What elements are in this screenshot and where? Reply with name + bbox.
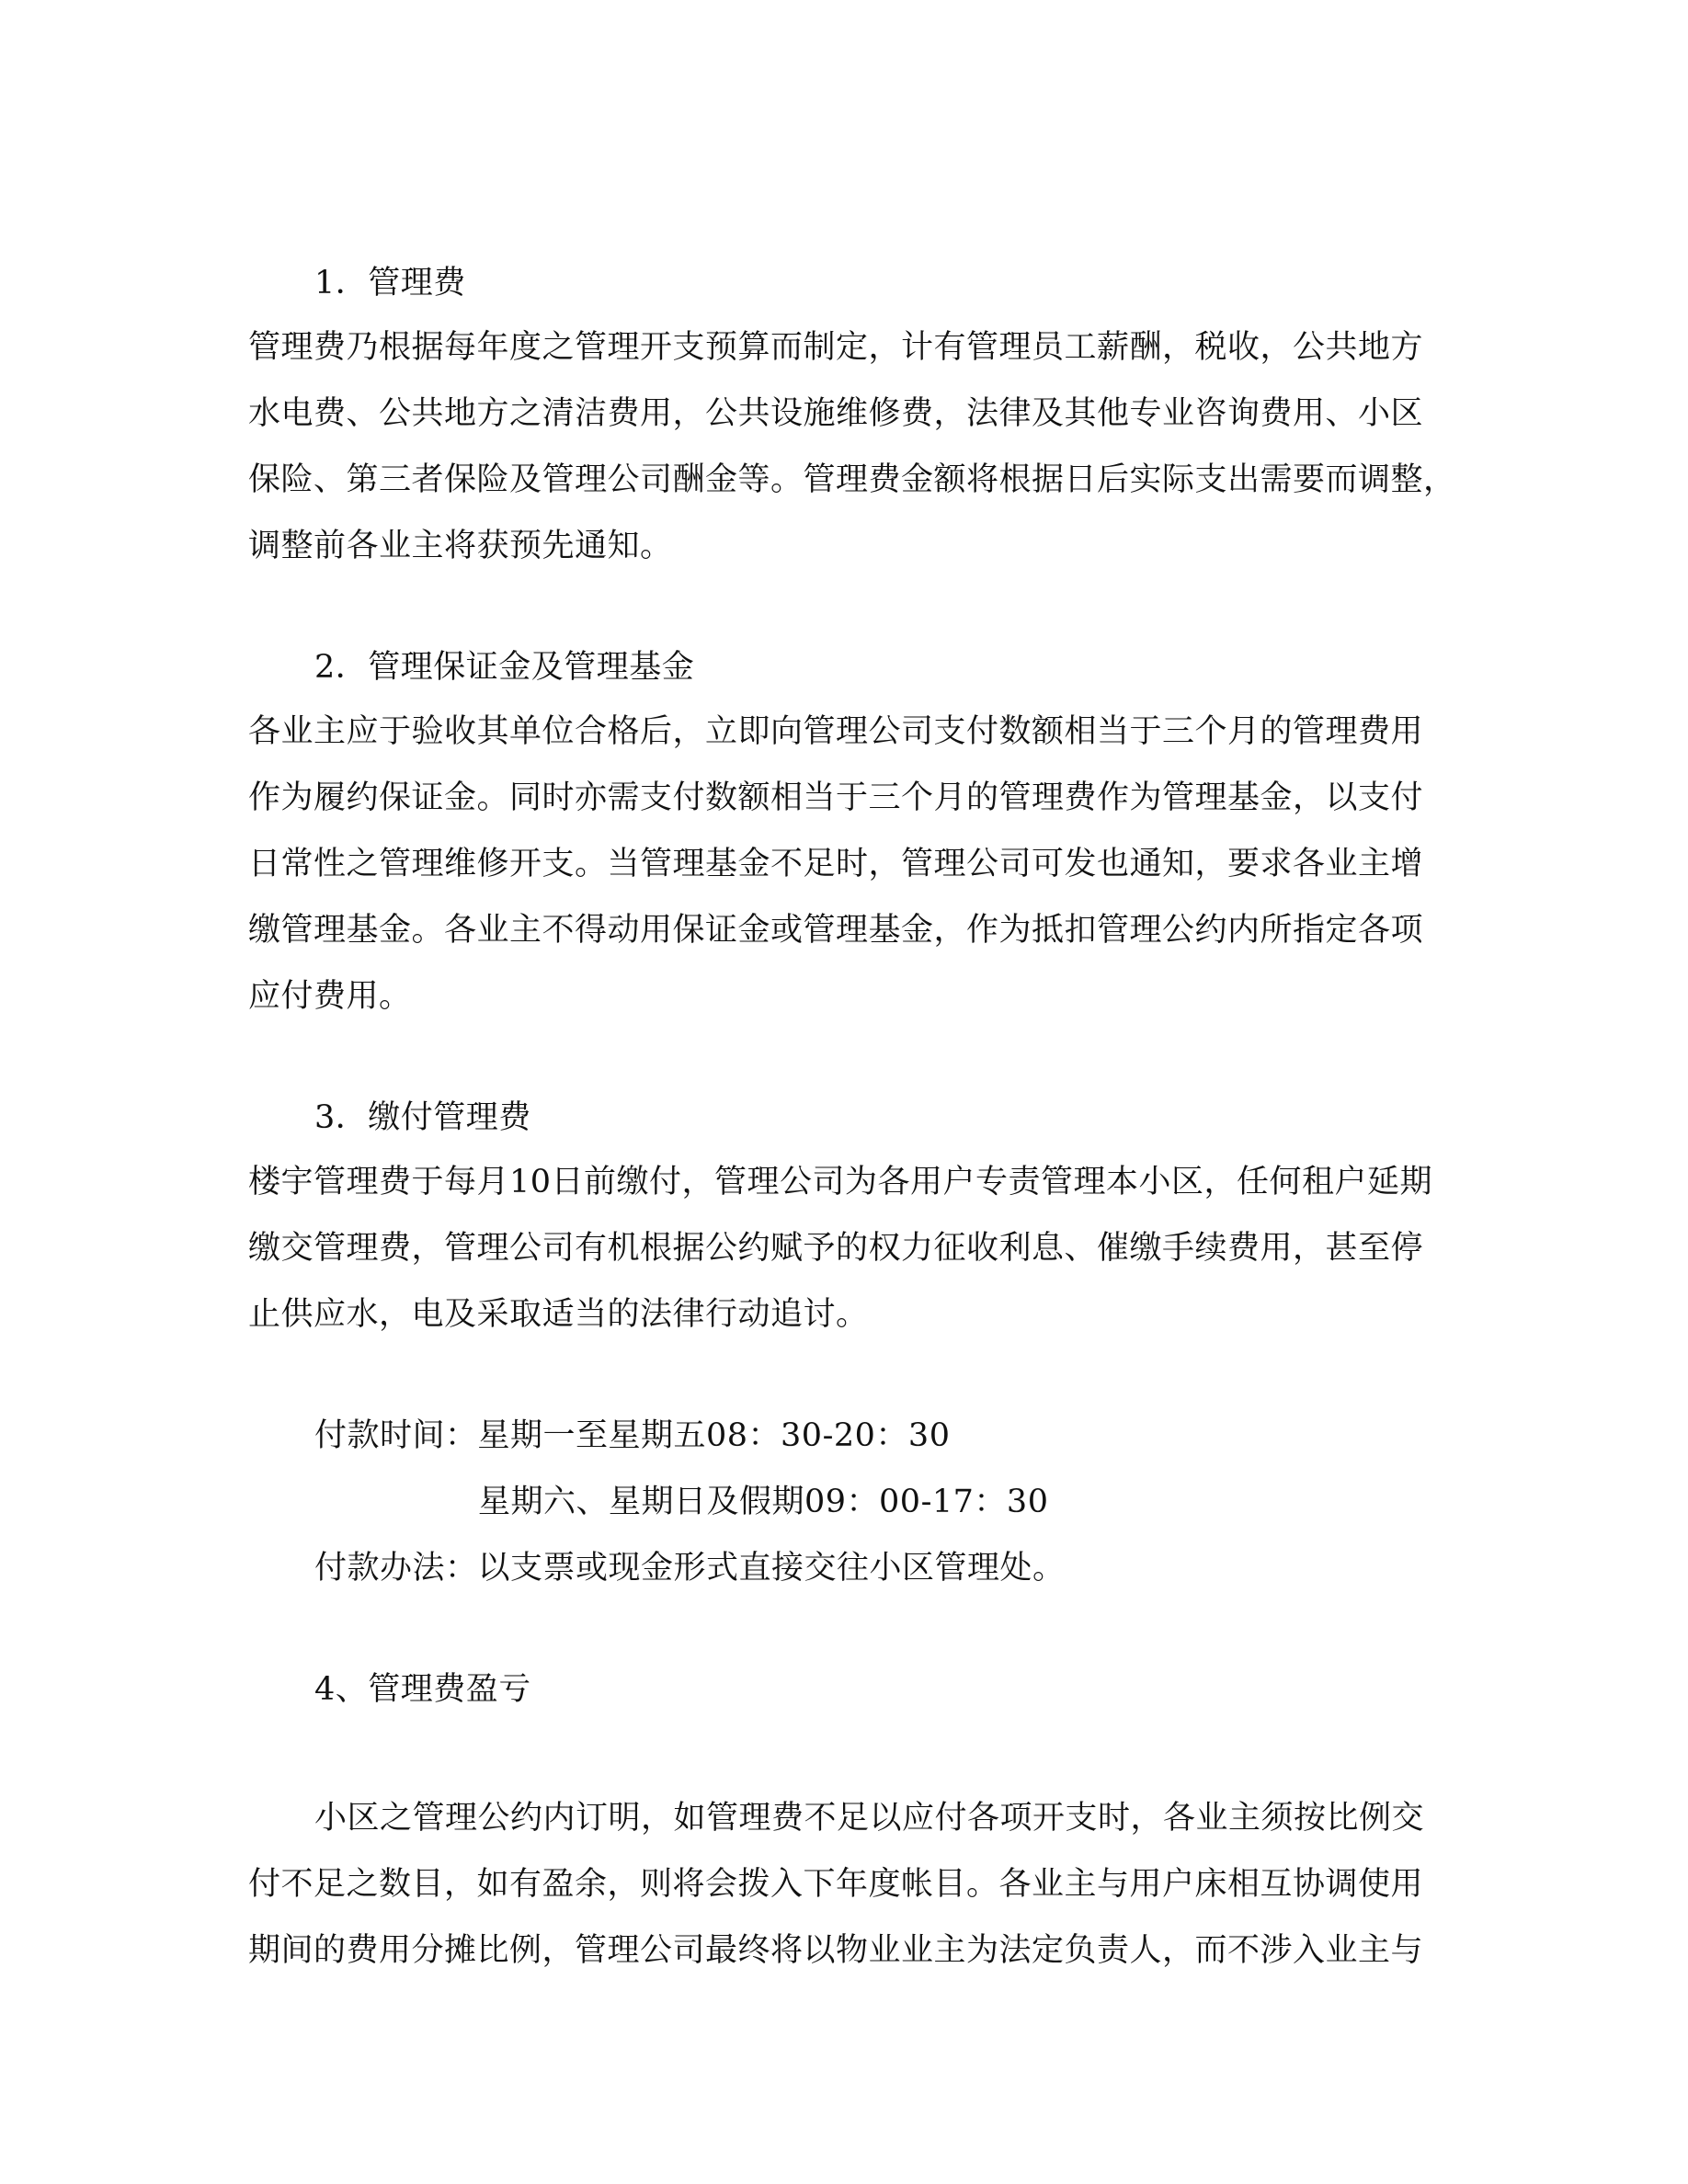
section-4-line-2: 付不足之数目，如有盈余，则将会拨入下年度帐目。各业主与用户床相互协调使用 (248, 1866, 1424, 1903)
section-2-line-1: 各业主应于验收其单位合格后，立即向管理公司支付数额相当于三个月的管理费用 (248, 713, 1424, 750)
section-3-line-1: 楼宇管理费于每月10日前缴付，管理公司为各用户专责管理本小区，任何租户延期 (248, 1164, 1433, 1200)
section-1-line-1: 管理费乃根据每年度之管理开支预算而制定，计有管理员工薪酬，税收，公共地方 (248, 329, 1424, 366)
section-1-line-2: 水电费、公共地方之清洁费用，公共设施维修费，法律及其他专业咨询费用、小区 (248, 395, 1424, 432)
payment-time-line-2: 星期六、星期日及假期09：00-17：30 (478, 1484, 1049, 1520)
payment-method-line: 付款办法：以支票或现金形式直接交往小区管理处。 (314, 1550, 1066, 1587)
section-1-line-3: 保险、第三者保险及管理公司酬金等。管理费金额将根据日后实际支出需要而调整， (248, 461, 1456, 498)
section-3-line-2: 缴交管理费，管理公司有机根据公约赋予的权力征收利息、催缴手续费用，甚至停 (248, 1230, 1424, 1267)
section-1-line-4: 调整前各业主将获预先通知。 (248, 528, 673, 564)
section-4-line-3: 期间的费用分摊比例，管理公司最终将以物业业主为法定负责人，而不涉入业主与 (248, 1932, 1424, 1969)
section-1-heading: 1．管理费 (314, 265, 466, 301)
section-4-heading: 4、管理费盈亏 (314, 1671, 531, 1708)
section-3-heading: 3．缴付管理费 (314, 1099, 531, 1136)
section-2-line-5: 应付费用。 (248, 978, 412, 1015)
payment-time-line-1: 付款时间：星期一至星期五08：30-20：30 (314, 1417, 951, 1454)
section-2-line-2: 作为履约保证金。同时亦需支付数额相当于三个月的管理费作为管理基金，以支付 (248, 779, 1424, 816)
section-4-line-1: 小区之管理公约内订明，如管理费不足以应付各项开支时，各业主须按比例交 (314, 1800, 1425, 1837)
section-2-heading: 2．管理保证金及管理基金 (314, 649, 695, 686)
section-2-line-4: 缴管理基金。各业主不得动用保证金或管理基金，作为抵扣管理公约内所指定各项 (248, 912, 1424, 949)
section-2-line-3: 日常性之管理维修开支。当管理基金不足时，管理公司可发也通知，要求各业主增 (248, 846, 1424, 882)
section-3-line-3: 止供应水，电及采取适当的法律行动追讨。 (248, 1296, 869, 1333)
